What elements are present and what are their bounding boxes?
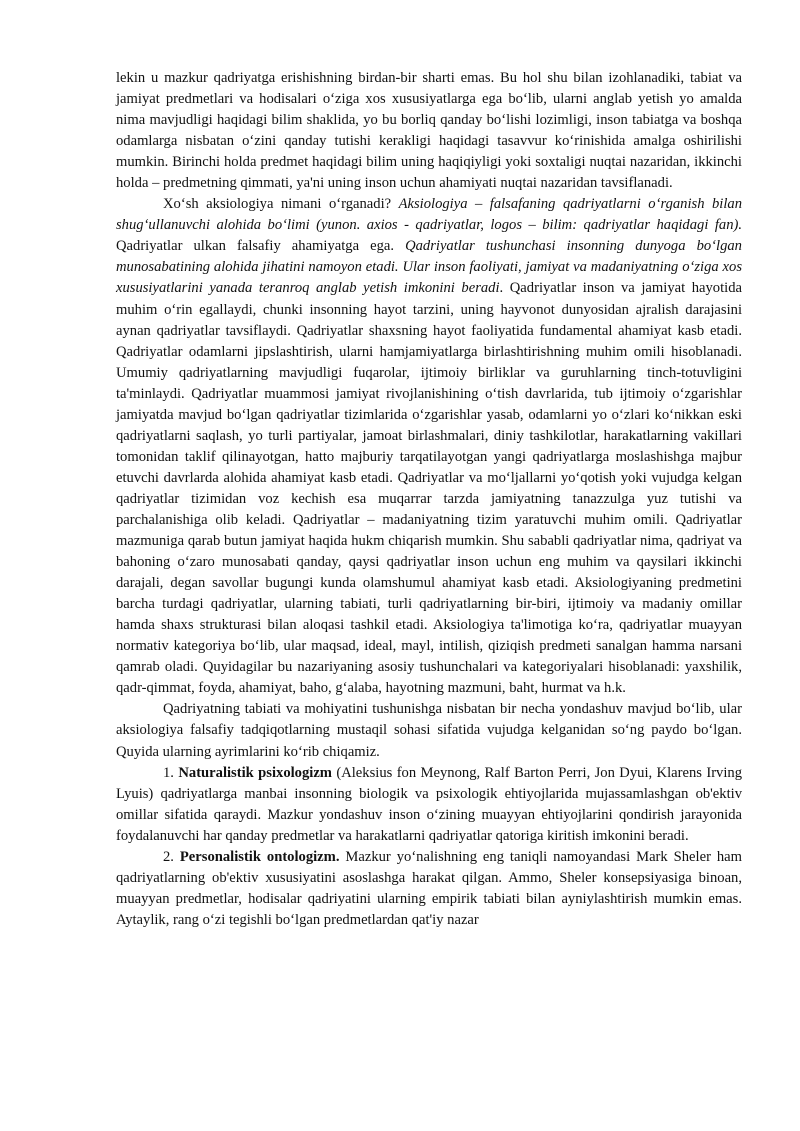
naturalistic-psychologism-heading: Naturalistik psixologizm xyxy=(178,764,332,781)
naturalistic-psychologism-text: (Aleksius fon Meynong, Ralf Barton Perri, Jon Dyui, Klarens Irving Lyuis) qadriyatlarga manbai insonning biologik va psixologik ehtiyojlarida mujassamlashgan ob'ektiv omillar sifatida qaraydi. Mazkur yondashuv inson o‘zining muayyan ehtiyojlarini qondirish jarayonida foydalanuvchi har qanday predmetlar va harakatlarni qadriyatlar qatoriga kiritish imkonini beradi. xyxy=(116,764,743,844)
values-concept-italic: Qadriyatlar tushunchasi insonning dunyoga bo‘lgan munosabatining alohida jihatini namoyon etadi. Ular inson faoliyati, jamiyat va madaniyatning o‘ziga xos xususiyatlarini yanada teranroq anglab yetish imkonini beradi xyxy=(116,238,742,297)
paragraph-approaches xyxy=(116,699,742,762)
axiology-question-text: Xo‘sh aksiologiya nimani o‘rganadi? xyxy=(163,196,399,213)
paragraph-naturalistic-psychologism xyxy=(116,763,742,847)
document-page xyxy=(116,68,742,931)
values-significance-text: Qadriyatlar ulkan falsafiy ahamiyatga ega. xyxy=(116,238,406,255)
axiology-definition-italic: Aksiologiya – falsafaning qadriyatlarni o‘rganish bilan shug‘ullanuvchi alohida bo‘limi (yunon. axios - qadriyatlar, logos – bilim: qadriyatlar haqidagi fan). xyxy=(116,196,742,234)
paragraph-intro xyxy=(116,68,742,194)
values-description-text: . Qadriyatlar inson va jamiyat hayotida muhim o‘rin egallaydi, chunki insonning hayot tarzini, uning hayvonot dunyosidan ajralish darajasini aynan qadriyatlar tavsiflaydi. Qadriyatlar shaxsning hayot faoliyatida fundamental ahamiyat kasb etadi. Qadriyatlar odamlarni jipslashtirish, ularni hamjamiyatlarga birlashtirishning muhim omili hisoblanadi. Umumiy qadriyatlarning mavjudligi fuqarolar, ijtimoiy birliklar va guruhlarning tinch-totuvligini ta'minlaydi. Qadriyatlar muammosi jamiyat rivojlanishining o‘tish davrlarida, tub ijtimoiy o‘zgarishlar jamiyatda mavjud bo‘lgan qadriyatlar tizimlarida o‘zgarishlar yasab, odamlarni yo o‘zlari ko‘nikkan eski qadriyatlarni saqlash, yo turli partiyalar, jamoat birlashmalari, diniy tashkilotlar, harakatlarning vakillari tomonidan taklif qilinayotgan, hatto majburiy tarqatilayotgan yangi qadriyatlarga moslashishga majbur etuvchi davrlarda alohida ahamiyat kasb etadi. Qadriyatlar va mo‘ljallarni yo‘qotish yoki vujudga kelgan qadriyatlar tizimidan voz kechish esa muqarrar tarzda jamiyatning tanazzulga yuz tutishi va parchalanishiga olib keladi. Qadriyatlar – madaniyatning tizim yaratuvchi muhim omili. Qadriyatlar mazmuniga qarab butun jamiyat haqida hukm chiqarish mumkin. Shu sababli qadriyatlar nima, qadriyat va bahoning o‘zaro munosabati qanday, qaysi qadriyatlar inson uchun eng muhim va qaysilari ikkinchi darajali, degan savollar bugungi kunda olamshumul ahamiyat kasb etadi. Aksiologiyaning predmetini barcha turdagi qadriyatlar, ularning tabiati, turli qadriyatlarning bir-biri, ijtimoiy va madaniy omillar hamda shaxs strukturasi bilan aloqasi tashkil etadi. Aksiologiya ta'limotiga ko‘ra, qadriyatlar muayyan normativ kategoriya bo‘lib, ular maqsad, ideal, mayl, intilish, qiziqish predmeti sanalgan hamma narsani qamrab oladi. Quyidagilar bu nazariyaning asosiy tushunchalari va kategoriyalari hisoblanadi: yaxshilik, qadr-qimmat, foyda, ahamiyat, baho, g‘alaba, hayotning mazmuni, baht, hurmat va h.k. xyxy=(116,280,742,697)
list-number-1: 1. xyxy=(163,764,179,781)
paragraph-axiology-definition xyxy=(116,194,742,699)
personalistic-ontologism-heading: Personalistik ontologizm. xyxy=(179,848,340,865)
personalistic-ontologism-text: Mazkur yo‘nalishning eng taniqli namoyandasi Mark Sheler ham qadriyatlarning ob'ektiv xususiyatini asoslashga harakat qilgan. Ammo, Sheler konsepsiyasiga binoan, muayyan predmetlar, hodisalar qadriyatini ularning empirik tabiati bilan ayniylashtirish mumkin emas. Aytaylik, rang o‘zi tegishli bo‘lgan predmetlardan qat'iy nazar xyxy=(116,848,742,928)
paragraph-personalistic-ontologism xyxy=(116,847,742,931)
list-number-2: 2. xyxy=(163,848,180,865)
paragraph-approaches-text: Qadriyatning tabiati va mohiyatini tushunishga nisbatan bir necha yondashuv mavjud bo‘lib, ular aksiologiya falsafiy tadqiqotlarning mustaqil sohasi sifatida vujudga kelganidan so‘ng paydo bo‘lgan. Quyida ularning ayrimlarini ko‘rib chiqamiz. xyxy=(116,701,742,760)
paragraph-intro-text: lekin u mazkur qadriyatga erishishning birdan-bir sharti emas. Bu hol shu bilan izohlanadiki, tabiat va jamiyat predmetlari va hodisalari o‘ziga xos xususiyatlarga ega bo‘lib, ularni anglab yetish yo amalda nima mavjudligi haqidagi bilim shaklida, yo bu borliq qanday bo‘lishi lozimligi, inson tabiatga va boshqa odamlarga nisbatan o‘zini qanday tutishi kerakligi haqidagi tasavvur ko‘rinishida amalga oshirilishi mumkin. Birinchi holda predmet haqidagi bilim uning haqiqiyligi yoki soxtaligi nuqtai nazaridan, ikkinchi holda – predmetning qimmati, ya'ni uning inson uchun ahamiyati nuqtai nazaridan tavsiflanadi. xyxy=(116,70,742,192)
